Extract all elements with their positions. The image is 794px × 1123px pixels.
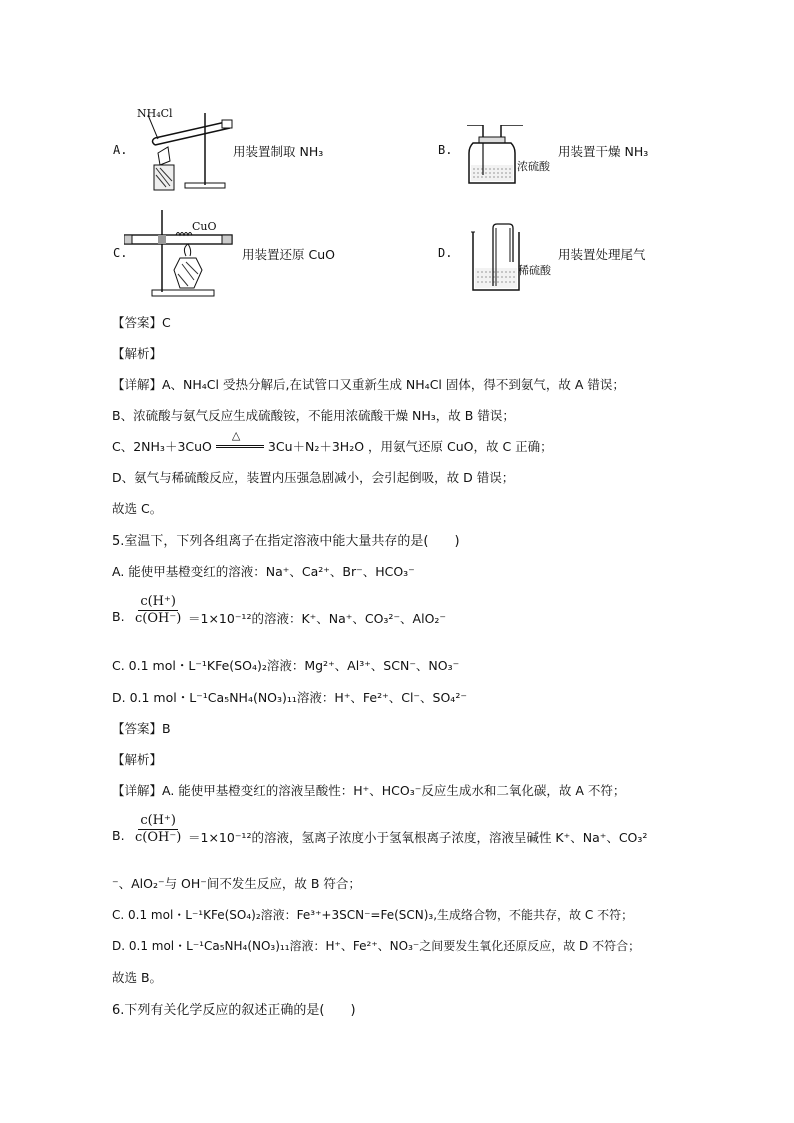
detail-q5-c: C. 0.1 mol・L⁻¹KFe(SO₄)₂溶液：Fe³⁺+3SCN⁻=Fe(SCN)₃,生成络合物，不能共存，故 C 不符； xyxy=(112,908,634,922)
option-text: 用装置还原 CuO xyxy=(242,247,335,262)
apparatus-label: 稀硫酸 xyxy=(518,264,551,277)
apparatus-c-figure xyxy=(124,208,234,300)
heat-symbol: △ xyxy=(231,429,241,442)
detail-q5-a: 【详解】A. 能使甲基橙变红的溶液呈酸性：H⁺、HCO₃⁻反应生成水和二氧化碳，故 A 不符； xyxy=(112,783,626,798)
q5-option-d: D. 0.1 mol・L⁻¹Ca₅NH₄(NO₃)₁₁溶液：H⁺、Fe²⁺、Cl⁻、SO₄²⁻ xyxy=(112,690,467,705)
detail-q5-d: D. 0.1 mol・L⁻¹Ca₅NH₄(NO₃)₁₁溶液：H⁺、Fe²⁺、NO₃⁻之间要发生氧化还原反应，故 D 不符合； xyxy=(112,939,641,953)
option-text: 用装置处理尾气 xyxy=(558,247,646,262)
detail-q4-a: 【详解】A、NH₄Cl 受热分解后,在试管口又重新生成 NH₄Cl 固体，得不到氨气，故 A 错误； xyxy=(112,377,625,392)
q5-option-a: A. 能使甲基橙变红的溶液：Na⁺、Ca²⁺、Br⁻、HCO₃⁻ xyxy=(112,564,415,579)
answer-q4: 【答案】C xyxy=(112,315,171,330)
apparatus-b-figure xyxy=(465,125,525,190)
fraction-denominator: c(OH⁻) xyxy=(135,611,182,626)
conclusion-q4: 故选 C。 xyxy=(112,501,163,516)
apparatus-label: CuO xyxy=(192,220,217,233)
analysis-heading-q4: 【解析】 xyxy=(112,346,163,361)
detail-q4-d: D、氨气与稀硫酸反应，装置内压强急剧减小，会引起倒吸，故 D 错误； xyxy=(112,470,515,485)
equation-left: C、2NH₃＋3CuO xyxy=(112,439,212,454)
equation-right: 3Cu＋N₂＋3H₂O ，用氨气还原 CuO，故 C 正确； xyxy=(267,439,553,454)
fraction-denominator: c(OH⁻) xyxy=(135,830,182,845)
option-text: 用装置干燥 NH₃ xyxy=(558,144,649,159)
option-letter: B. xyxy=(438,143,453,157)
option-rest: ＝1×10⁻¹²的溶液：K⁺、Na⁺、CO₃²⁻、AlO₂⁻ xyxy=(188,611,447,626)
detail-letter: B. xyxy=(112,828,125,843)
option-letter: C. xyxy=(113,246,128,260)
fraction-numerator: c(H⁺) xyxy=(140,594,176,609)
apparatus-label: NH₄Cl xyxy=(137,107,173,120)
apparatus-label: 浓硫酸 xyxy=(517,160,550,173)
fraction xyxy=(133,594,183,627)
answer-q5: 【答案】B xyxy=(112,721,171,736)
option-letter: A. xyxy=(113,143,128,157)
question-5-stem: 5.室温下，下列各组离子在指定溶液中能大量共存的是( ) xyxy=(112,534,460,549)
fraction xyxy=(133,813,183,846)
detail-text-continued: ⁻、AlO₂⁻与 OH⁻间不发生反应，故 B 符合； xyxy=(112,876,361,891)
equation-condition xyxy=(212,429,268,451)
option-text: 用装置制取 NH₃ xyxy=(233,144,324,159)
option-letter: D. xyxy=(438,246,453,260)
detail-text: ＝1×10⁻¹²的溶液，氢离子浓度小于氢氧根离子浓度，溶液呈碱性 K⁺、Na⁺、CO₃² xyxy=(188,830,648,845)
fraction-numerator: c(H⁺) xyxy=(140,813,176,828)
option-letter: B. xyxy=(112,609,125,624)
detail-q4-b: B、浓硫酸与氨气反应生成硫酸铵，不能用浓硫酸干燥 NH₃，故 B 错误； xyxy=(112,408,515,423)
conclusion-q5: 故选 B。 xyxy=(112,970,163,985)
analysis-heading-q5: 【解析】 xyxy=(112,752,163,767)
apparatus-d-figure xyxy=(463,222,533,297)
question-6-stem: 6.下列有关化学反应的叙述正确的是( ) xyxy=(112,1003,356,1018)
q5-option-c: C. 0.1 mol・L⁻¹KFe(SO₄)₂溶液：Mg²⁺、Al³⁺、SCN⁻、NO₃⁻ xyxy=(112,658,460,673)
detail-q4-c xyxy=(112,429,553,455)
